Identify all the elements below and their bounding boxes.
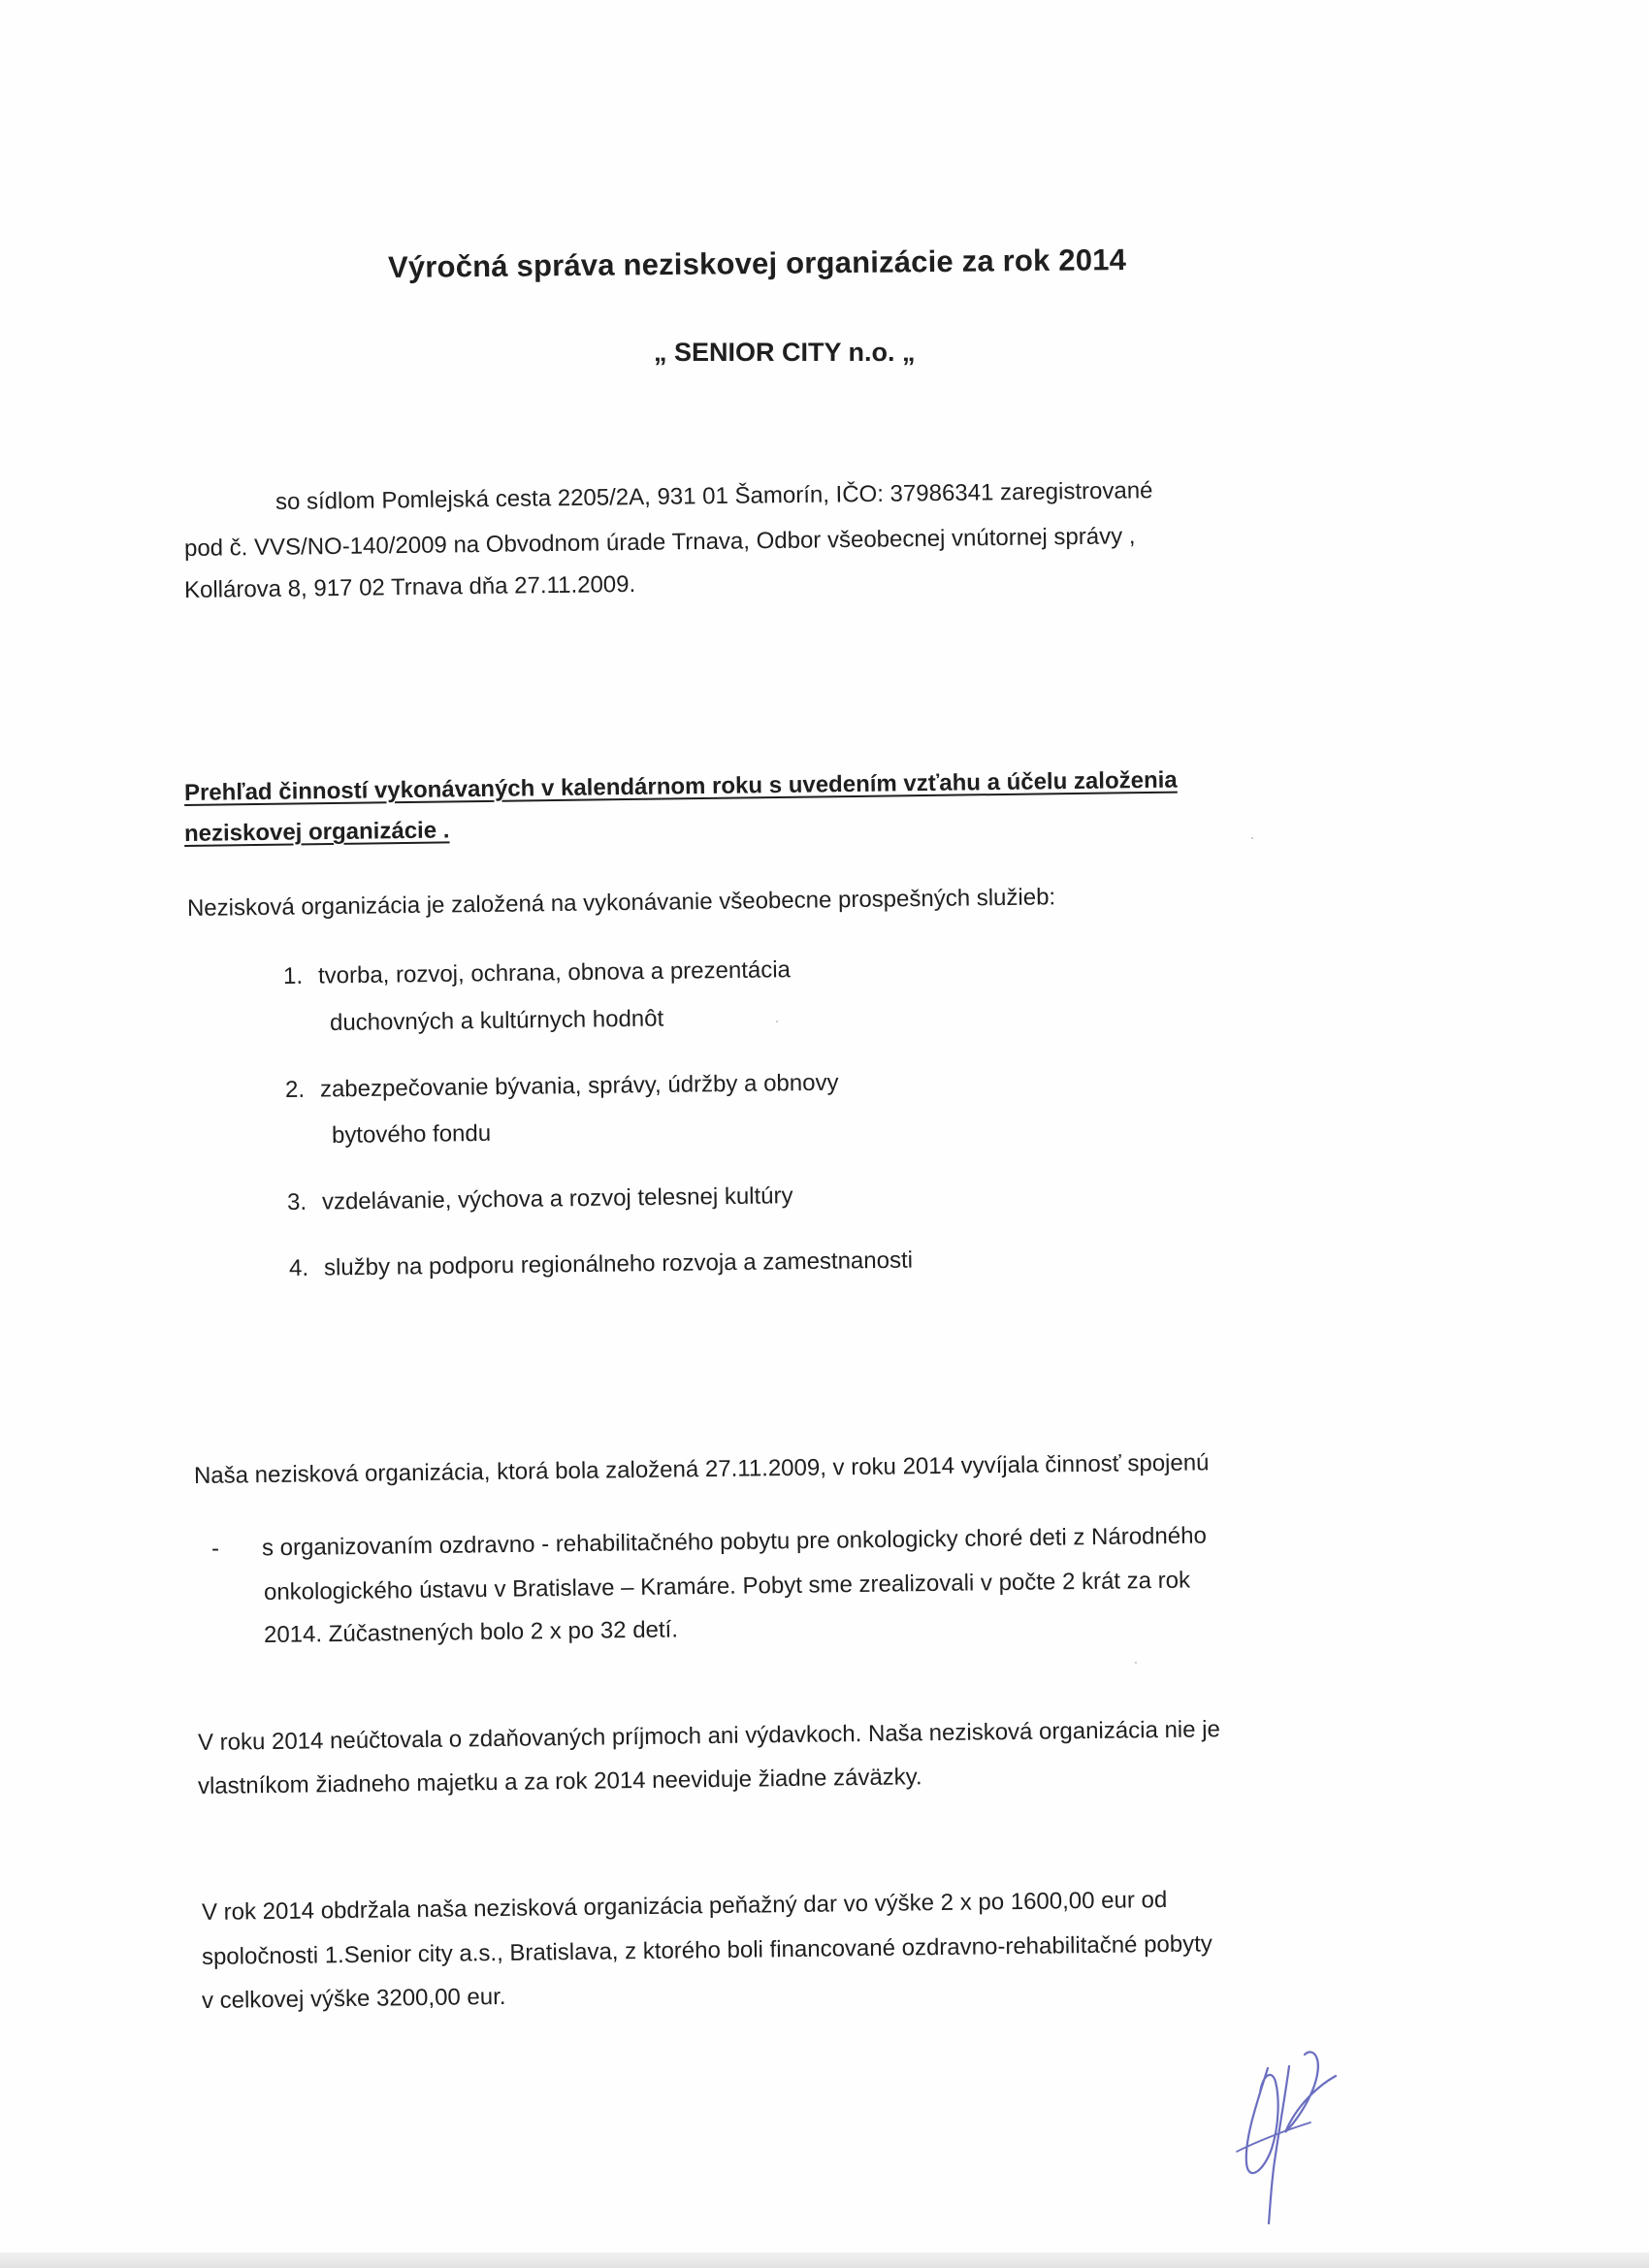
scan-edge [0, 2252, 1649, 2268]
service-number: 4. [288, 1254, 309, 1281]
donation-paragraph-line-2: spoločnosti 1.Senior city a.s., Bratislava, z ktorého boli financované ozdravno-rehabilitačné pobyty [201, 1930, 1212, 1970]
organization-name: „ SENIOR CITY n.o. „ [654, 338, 916, 367]
service-number: 1. [282, 962, 304, 989]
service-item-4 [289, 1249, 913, 1280]
activity-item-line-1: s organizovaním ozdravno - rehabilitačného pobytu pre onkologicky choré deti z Národného [261, 1522, 1208, 1562]
activity-bullet [210, 1522, 1208, 1562]
tax-paragraph-line-2: vlastníkom žiadneho majetku a za rok 2014 neeviduje žiadne záväzky. [197, 1764, 922, 1799]
service-item-2-cont: bytového fondu [331, 1119, 492, 1149]
donation-paragraph-line-1: V rok 2014 obdržala naša nezisková organizácia peňažný dar vo výške 2 x po 1600,00 eur od [201, 1886, 1168, 1926]
donation-paragraph-line-3: v celkovej výške 3200,00 eur. [201, 1983, 506, 2014]
seat-line-1: so sídlom Pomlejská cesta 2205/2A, 931 01 Šamorín, IČO: 37986341 zaregistrované [275, 477, 1153, 515]
signature-icon [1217, 2047, 1363, 2226]
service-number: 2. [284, 1076, 306, 1103]
activity-intro: Naša nezisková organizácia, ktorá bola založená 27.11.2009, v roku 2014 vyvíjala činnosť spojenú [193, 1449, 1210, 1489]
bullet-dash: - [210, 1535, 220, 1562]
seat-line-2: pod č. VVS/NO-140/2009 na Obvodnom úrade Trnava, Odbor všeobecnej vnútornej správy , [183, 523, 1136, 562]
document-title: Výročná správa neziskovej organizácie za rok 2014 [387, 243, 1127, 284]
activity-item-line-3: 2014. Zúčastnených bolo 2 x po 32 detí. [263, 1616, 679, 1648]
tax-paragraph-line-1: V roku 2014 neúčtovala o zdaňovaných príjmoch ani výdavkoch. Naša nezisková organizácia nie je [197, 1716, 1221, 1756]
service-text: tvorba, rozvoj, ochrana, obnova a prezentácia [317, 956, 792, 989]
scan-speck [1251, 837, 1253, 839]
intro-text: Nezisková organizácia je založená na vykonávanie všeobecne prospešných služieb: [186, 884, 1056, 922]
service-text: vzdelávanie, výchova a rozvoj telesnej kultúry [321, 1183, 793, 1215]
service-text: zabezpečovanie bývania, správy, údržby a obnovy [319, 1069, 839, 1103]
activity-item-line-2: onkologického ústavu v Bratislave – Kramáre. Pobyt sme zrealizovali v počte 2 krát za rok [263, 1567, 1191, 1605]
seat-line-3: Kollárova 8, 917 02 Trnava dňa 27.11.2009. [183, 570, 636, 603]
section-heading-line-1: Prehľad činností vykonávaných v kalendárnom roku s uvedením vzťahu a účelu založenia [183, 766, 1178, 806]
scan-speck [1135, 1662, 1137, 1664]
service-item-3 [287, 1184, 793, 1215]
service-item-1-cont: duchovných a kultúrnych hodnôt [329, 1005, 664, 1036]
scan-speck [776, 1021, 778, 1022]
section-heading-line-2: neziskovej organizácie . [183, 817, 450, 847]
service-item-2 [284, 1069, 839, 1103]
service-number: 3. [286, 1188, 307, 1215]
service-item-1 [283, 958, 791, 988]
service-text: služby na podporu regionálneho rozvoja a zamestnanosti [323, 1247, 914, 1281]
